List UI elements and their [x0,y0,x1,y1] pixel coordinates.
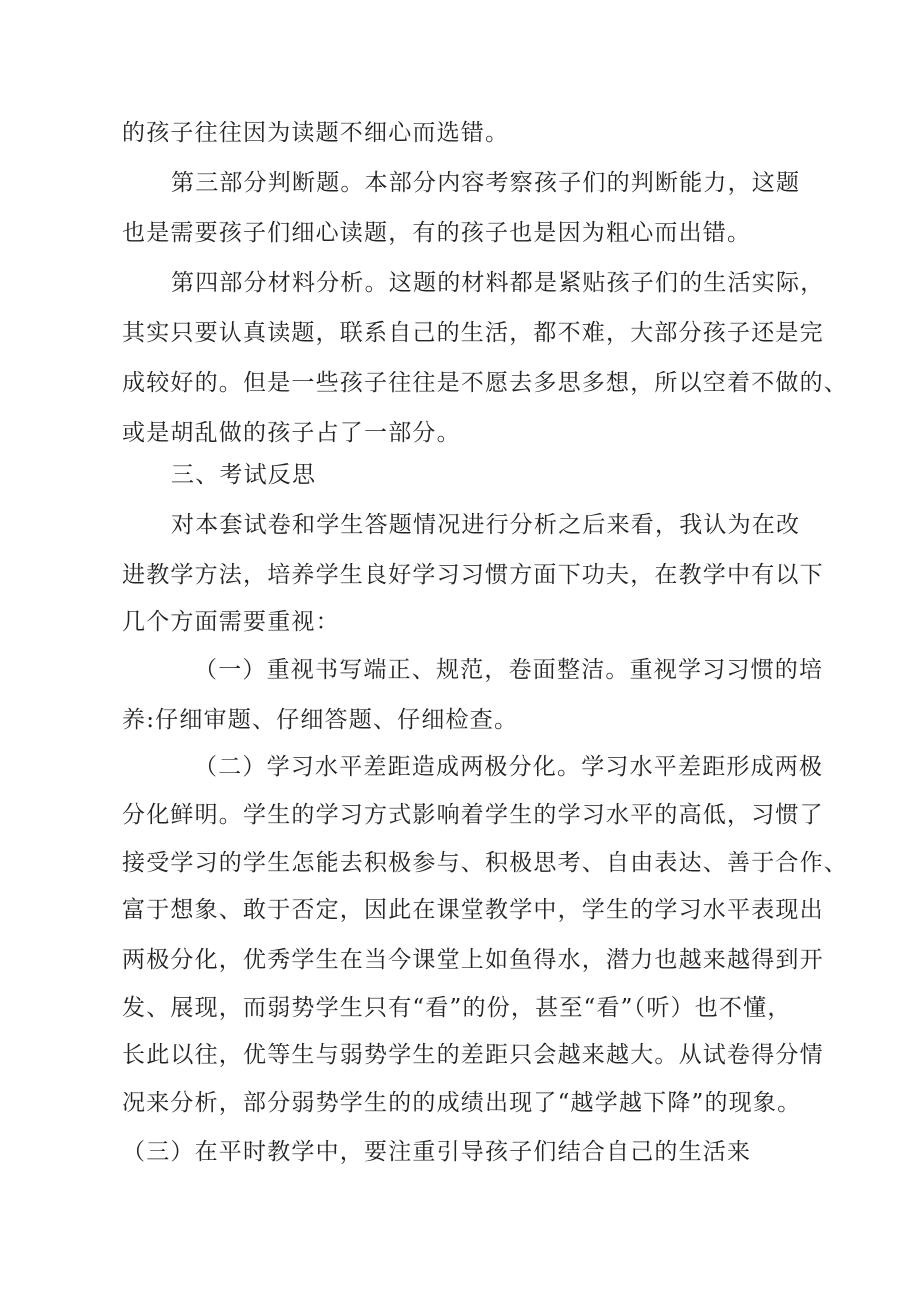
paragraph-line: 进教学方法，培养学生良好学习习惯方面下功夫，在教学中有以下 [122,562,824,588]
list-item-line: 发、展现，而弱势学生只有“看”的份，甚至“看”（听）也不懂， [122,995,792,1021]
list-item-line: 两极分化，优秀学生在当今课堂上如鱼得水，潜力也越来越得到开 [122,947,824,973]
section-heading: 三、考试反思 [171,462,317,488]
paragraph-line: 其实只要认真读题，联系自己的生活，都不难，大部分孩子还是完 [122,320,824,346]
paragraph-line: 第四部分材料分析。这题的材料都是紧贴孩子们的生活实际， [171,270,825,296]
paragraph-line: 第三部分判断题。本部分内容考察孩子们的判断能力，这题 [171,170,801,196]
list-item-line: 长此以往，优等生与弱势学生的差距只会越来越大。从试卷得分情 [122,1042,824,1068]
list-item-line: 接受学习的学生怎能去积极参与、积极思考、自由表达、善于合作、 [122,850,848,876]
list-item-line: 养:仔细审题、仔细答题、仔细检查。 [122,707,519,733]
list-item-line: （一）重视书写端正、规范，卷面整洁。重视学习习惯的培 [194,657,824,683]
paragraph-line: 成较好的。但是一些孩子往往是不愿去多思多想，所以空着不做的、 [122,370,848,396]
paragraph-line: 的孩子往往因为读题不细心而选错。 [122,120,510,146]
list-item-line: （三）在平时教学中，要注重引导孩子们结合自己的生活来 [122,1139,752,1165]
list-item-line: （二）学习水平差距造成两极分化。学习水平差距形成两极 [194,754,824,780]
list-item-line: 分化鲜明。学生的学习方式影响着学生的学习水平的高低，习惯了 [122,802,824,828]
list-item-line: 富于想象、敢于否定，因此在课堂教学中，学生的学习水平表现出 [122,897,824,923]
paragraph-line: 对本套试卷和学生答题情况进行分析之后来看，我认为在改 [171,512,801,538]
list-item-line: 况来分析，部分弱势学生的的成绩出现了“越学越下降”的现象。 [122,1090,802,1116]
paragraph-line: 几个方面需要重视： [122,609,340,635]
paragraph-line: 或是胡乱做的孩子占了一部分。 [122,420,461,446]
paragraph-line: 也是需要孩子们细心读题，有的孩子也是因为粗心而出错。 [122,220,752,246]
